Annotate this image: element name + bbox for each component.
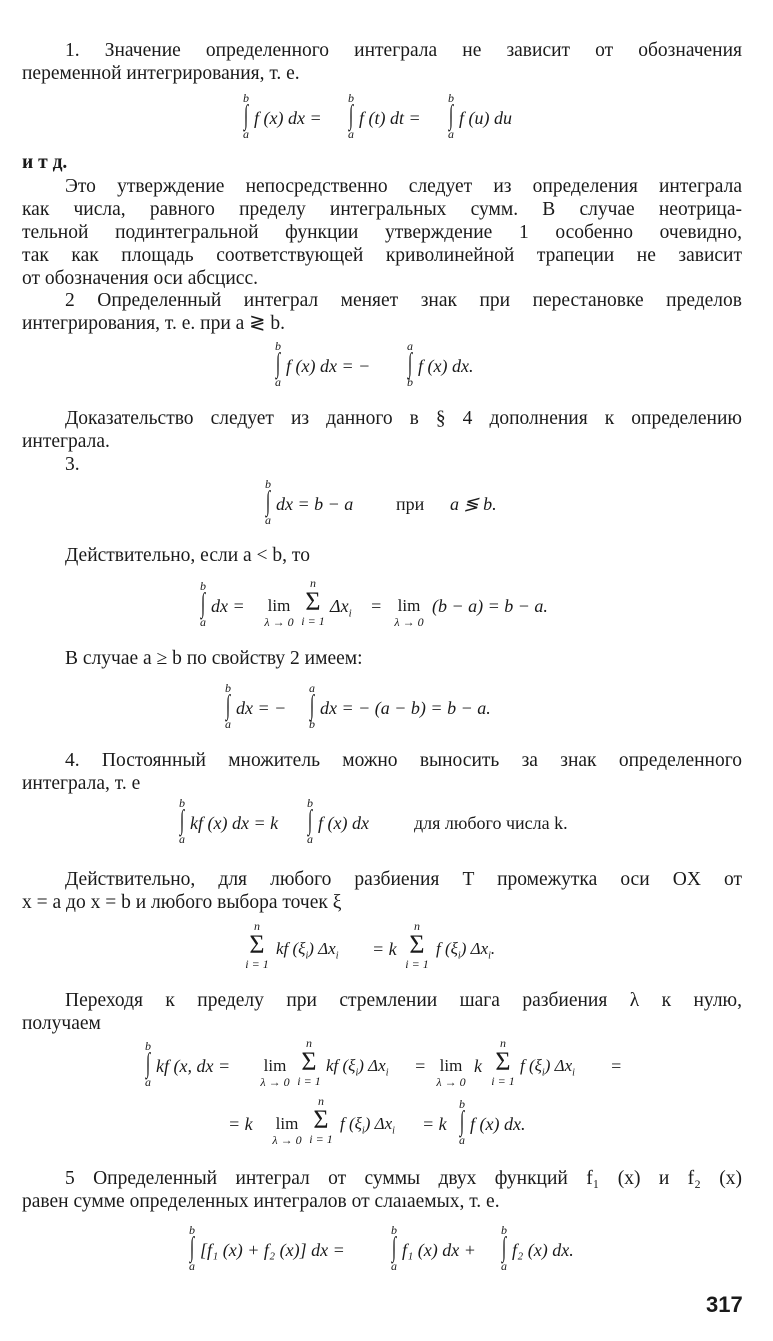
text-line: 1. Значение определенного интеграла не зависит от обозначения <box>65 40 742 61</box>
equation-term: f (x) dx. <box>418 356 474 376</box>
equation-term: для любого числа k. <box>414 813 568 833</box>
integral-sign: b ∫ a <box>391 1223 397 1273</box>
text-line: как числа, равного пределу интегральных сумм. В случае неотрица- <box>22 199 742 220</box>
integral-sign: b ∫ a <box>243 91 249 141</box>
equation-term: f (x) dx = − <box>286 356 371 376</box>
limit-operator: lim λ → 0 <box>260 1056 290 1089</box>
integral-sign: b ∫ a <box>501 1223 507 1273</box>
equation-term: f (x) dx <box>318 813 369 833</box>
integral-sign: b ∫ a <box>145 1039 151 1089</box>
equation-term: f (t) dt = <box>359 108 421 128</box>
integral-sign: a ∫ b <box>407 339 413 389</box>
text-line: Действительно, для любого разбиения T промежутка оси OX от <box>65 869 742 890</box>
sum-sign: n Σ i = 1 <box>405 919 429 971</box>
equation-term: k <box>474 1056 482 1076</box>
text-line: так как площадь соответствующей криволинейной трапеции не зависит <box>22 245 742 266</box>
integral-sign: b ∫ a <box>200 579 206 629</box>
sum-sign: n Σ i = 1 <box>491 1036 515 1088</box>
equation-term: a ≶ b. <box>450 494 497 514</box>
text-line: от обозначения оси абсцисс. <box>22 268 258 289</box>
sum-sign: n Σ i = 1 <box>297 1036 321 1088</box>
equation-term: f₁ (x) dx + <box>402 1240 476 1260</box>
integral-sign: b ∫ a <box>275 339 281 389</box>
integral-sign: b ∫ a <box>307 796 313 846</box>
text-line: 5 Определенный интеграл от суммы двух функций f₁ (x) и f₂ (x) <box>65 1168 742 1189</box>
limit-operator: lim λ → 0 <box>394 596 424 629</box>
text-line: интеграла, т. е <box>22 773 141 794</box>
equation-term: dx = − (a − b) = b − a. <box>320 698 491 718</box>
equation-term: = k <box>372 939 397 959</box>
equation-term: = <box>414 1056 427 1076</box>
equation-term: dx = b − a <box>276 494 354 514</box>
text-line: получаем <box>22 1013 101 1034</box>
text-line: интеграла. <box>22 431 110 452</box>
equation-term: f (u) du <box>459 108 512 128</box>
text-line: Доказательство следует из данного в § 4 дополнения к определению <box>65 408 742 429</box>
text-line: интегрирования, т. е. при a ≷ b. <box>22 313 286 334</box>
equation-term: f $(\xi_i)$ $\Delta x_i$ <box>340 1114 395 1137</box>
equation-term: f $(\xi_i)$ $\Delta x_i$. <box>436 939 496 962</box>
equation-term: = k <box>422 1114 447 1134</box>
sum-sign: n Σ i = 1 <box>301 576 325 628</box>
text-line: 2 Определенный интеграл меняет знак при перестановке пределов <box>65 290 742 311</box>
equation-term: kf $(\xi_i)$ $\Delta x_i$ <box>276 939 339 962</box>
text-line: Переходя к пределу при стремлении шага разбиения λ к нулю, <box>65 990 742 1011</box>
equation-term: kf $(\xi_i)$ $\Delta x_i$ <box>326 1056 389 1079</box>
text-line: тельной подинтегральной функции утверждение 1 особенно очевидно, <box>22 222 742 243</box>
page-number: 317 <box>706 1292 743 1317</box>
limit-operator: lim λ → 0 <box>264 596 294 629</box>
equation-term: dx = <box>211 596 245 616</box>
integral-sign: b ∫ a <box>265 477 271 527</box>
equation-term: f $(\xi_i)$ $\Delta x_i$ <box>520 1056 575 1079</box>
sum-sign: n Σ i = 1 <box>245 919 269 971</box>
equation-term: $\Delta x_i$ <box>330 596 352 620</box>
integral-sign: b ∫ a <box>189 1223 195 1273</box>
integral-sign: b ∫ a <box>179 796 185 846</box>
equation-term: f (x) dx. <box>470 1114 526 1134</box>
text-line: переменной интегрирования, т. е. <box>22 63 300 84</box>
equation-term: f (x) dx = <box>254 108 322 128</box>
equation-term: = k <box>228 1114 253 1134</box>
integral-sign: b ∫ a <box>348 91 354 141</box>
equation-term: f₂ (x) dx. <box>512 1240 574 1260</box>
equation-term: при <box>396 494 425 514</box>
limit-operator: lim λ → 0 <box>272 1114 302 1147</box>
sum-sign: n Σ i = 1 <box>309 1094 333 1146</box>
equation-term: kf (x) dx = k <box>190 813 279 833</box>
integral-sign: b ∫ a <box>225 681 231 731</box>
equation-term: dx = − <box>236 698 287 718</box>
text-line: В случае a ≥ b по свойству 2 имеем: <box>65 648 363 669</box>
integral-sign: b ∫ a <box>459 1097 465 1147</box>
text-line: равен сумме определенных интегралов от слаıаемых, т. е. <box>22 1191 500 1212</box>
item-number: 3. <box>65 454 80 475</box>
equation-term: = <box>370 596 383 616</box>
text-line: 4. Постоянный множитель можно выносить за знак определенного <box>65 750 742 771</box>
integral-sign: a ∫ b <box>309 681 315 731</box>
text-line: Действительно, если a < b, то <box>65 545 310 566</box>
limit-operator: lim λ → 0 <box>436 1056 466 1089</box>
text-line: Это утверждение непосредственно следует из определения интеграла <box>65 176 742 197</box>
equation-term: (b − a) = b − a. <box>432 596 548 616</box>
equation-term: [f₁ (x) + f₂ (x)] dx = <box>200 1240 345 1260</box>
text-line: x = a до x = b и любого выбора точек ξ <box>22 892 342 913</box>
text-line: и т д. <box>22 152 68 173</box>
integral-sign: b ∫ a <box>448 91 454 141</box>
equation-term: kf (x, dx = <box>156 1056 231 1076</box>
equation-term: = <box>610 1056 623 1076</box>
